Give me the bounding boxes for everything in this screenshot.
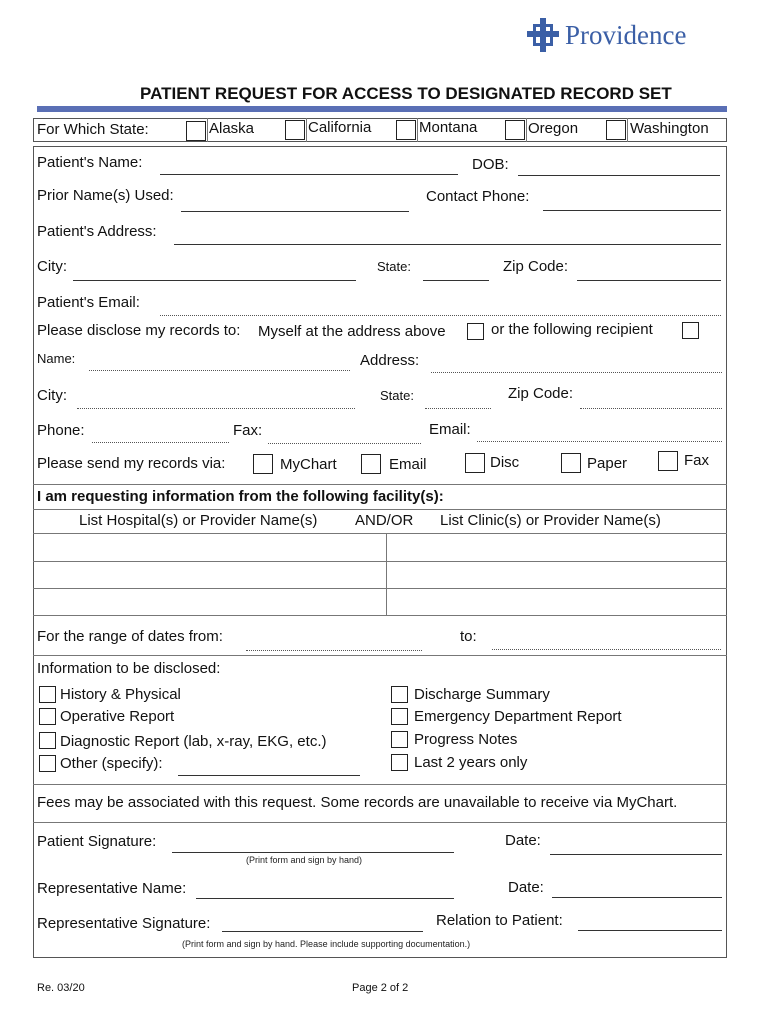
recipient-zip-field[interactable] <box>580 408 722 409</box>
dob-label: DOB: <box>472 156 509 173</box>
facility-cell-hospital-3[interactable] <box>34 589 385 614</box>
recipient-city-field[interactable] <box>77 408 355 409</box>
divider <box>33 822 727 823</box>
checkbox-discharge-summary[interactable] <box>391 686 408 703</box>
rep-signature-label: Representative Signature: <box>37 915 211 932</box>
patient-date-field[interactable] <box>550 854 722 855</box>
facility-col1-header: List Hospital(s) or Provider Name(s) <box>79 512 318 529</box>
divider <box>417 118 418 142</box>
title-accent-bar <box>37 106 727 112</box>
rep-print-note: (Print form and sign by hand. Please include supporting documentation.) <box>182 939 471 949</box>
checkbox-disc[interactable] <box>465 453 485 473</box>
info-last-2-years: Last 2 years only <box>414 754 528 771</box>
recipient-phone-label: Phone: <box>37 422 85 439</box>
option-oregon: Oregon <box>528 120 579 137</box>
prior-names-label: Prior Name(s) Used: <box>37 187 174 204</box>
date-from-field[interactable] <box>246 650 422 651</box>
option-washington: Washington <box>630 120 709 137</box>
facility-andor: AND/OR <box>355 512 414 529</box>
checkbox-alaska[interactable] <box>186 121 206 141</box>
zip-label: Zip Code: <box>503 258 569 275</box>
recipient-phone-field[interactable] <box>92 442 229 443</box>
patient-address-label: Patient's Address: <box>37 223 157 240</box>
disclose-myself-label: Myself at the address above <box>258 323 446 340</box>
patient-signature-label: Patient Signature: <box>37 833 157 850</box>
facility-col2-header: List Clinic(s) or Provider Name(s) <box>440 512 661 529</box>
recipient-email-label: Email: <box>429 421 471 438</box>
recipient-state-field[interactable] <box>425 408 491 409</box>
divider <box>33 784 727 785</box>
checkbox-email[interactable] <box>361 454 381 474</box>
option-email: Email <box>389 456 427 473</box>
facility-cell-clinic-3[interactable] <box>387 589 726 614</box>
checkbox-emergency-report[interactable] <box>391 708 408 725</box>
disclose-label: Please disclose my records to: <box>37 322 241 339</box>
divider <box>33 509 727 510</box>
checkbox-fax[interactable] <box>658 451 678 471</box>
facility-cell-hospital-2[interactable] <box>34 562 385 587</box>
city-field[interactable] <box>73 280 356 281</box>
option-california: California <box>308 119 372 136</box>
cross-logo-icon <box>527 18 559 52</box>
checkbox-following-recipient[interactable] <box>682 322 699 339</box>
recipient-city-label: City: <box>37 387 67 404</box>
checkbox-washington[interactable] <box>606 120 626 140</box>
info-operative-report: Operative Report <box>60 708 175 725</box>
state-field[interactable] <box>423 280 489 281</box>
rep-date-label: Date: <box>508 879 544 896</box>
checkbox-california[interactable] <box>285 120 305 140</box>
checkbox-paper[interactable] <box>561 453 581 473</box>
checkbox-diagnostic-report[interactable] <box>39 732 56 749</box>
patient-name-label: Patient's Name: <box>37 154 143 171</box>
recipient-address-field[interactable] <box>431 372 722 373</box>
patient-email-label: Patient's Email: <box>37 294 140 311</box>
rep-signature-field[interactable] <box>222 931 423 932</box>
print-note: (Print form and sign by hand) <box>246 855 363 865</box>
recipient-address-label: Address: <box>360 352 420 369</box>
relation-label: Relation to Patient: <box>436 912 563 929</box>
option-mychart: MyChart <box>280 456 337 473</box>
option-disc: Disc <box>490 454 520 471</box>
other-specify-field[interactable] <box>178 775 360 776</box>
facility-cell-clinic-1[interactable] <box>387 534 726 560</box>
relation-field[interactable] <box>578 930 722 931</box>
recipient-fax-label: Fax: <box>233 422 263 439</box>
state-field-label: State: <box>377 259 411 274</box>
checkbox-last-2-years[interactable] <box>391 754 408 771</box>
checkbox-mychart[interactable] <box>253 454 273 474</box>
logo-text: Providence <box>565 20 687 50</box>
disclose-following-label: or the following recipient <box>491 321 653 338</box>
divider <box>33 655 727 656</box>
patient-date-label: Date: <box>505 832 541 849</box>
prior-names-field[interactable] <box>181 211 409 212</box>
date-to-field[interactable] <box>492 649 721 650</box>
recipient-email-field[interactable] <box>477 441 722 442</box>
date-range-to-label: to: <box>460 628 477 645</box>
patient-address-field[interactable] <box>174 244 721 245</box>
facility-heading: I am requesting information from the following facility(s): <box>37 488 444 505</box>
recipient-state-label: State: <box>380 388 414 403</box>
info-history-physical: History & Physical <box>60 686 181 703</box>
checkbox-oregon[interactable] <box>505 120 525 140</box>
rep-name-field[interactable] <box>196 898 454 899</box>
info-discharge-summary: Discharge Summary <box>414 686 550 703</box>
checkbox-myself[interactable] <box>467 323 484 340</box>
rep-date-field[interactable] <box>552 897 722 898</box>
info-diagnostic-report: Diagnostic Report (lab, x-ray, EKG, etc.) <box>60 733 327 750</box>
option-fax: Fax <box>684 452 710 469</box>
facility-cell-clinic-2[interactable] <box>387 562 726 587</box>
info-other: Other (specify): <box>60 755 163 772</box>
recipient-name-field[interactable] <box>89 370 350 371</box>
checkbox-operative-report[interactable] <box>39 708 56 725</box>
divider <box>306 118 307 142</box>
option-alaska: Alaska <box>209 120 255 137</box>
page-number: Page 2 of 2 <box>352 982 409 994</box>
city-label: City: <box>37 258 67 275</box>
date-range-from-label: For the range of dates from: <box>37 628 223 645</box>
revision-label: Re. 03/20 <box>37 982 85 994</box>
option-paper: Paper <box>587 455 628 472</box>
state-label: For Which State: <box>37 121 149 138</box>
divider <box>33 484 727 485</box>
patient-signature-field[interactable] <box>172 852 454 853</box>
patient-name-field[interactable] <box>160 174 458 175</box>
fees-notice: Fees may be associated with this request. Some records are unavailable to receive via MyChart. <box>37 794 678 811</box>
page-title: PATIENT REQUEST FOR ACCESS TO DESIGNATED RECORD SET <box>140 84 672 103</box>
recipient-zip-label: Zip Code: <box>508 385 574 402</box>
send-via-label: Please send my records via: <box>37 455 226 472</box>
checkbox-montana[interactable] <box>396 120 416 140</box>
rep-name-label: Representative Name: <box>37 880 187 897</box>
info-emergency-report: Emergency Department Report <box>414 708 622 725</box>
option-montana: Montana <box>419 119 478 136</box>
patient-email-field[interactable] <box>160 315 721 316</box>
checkbox-progress-notes[interactable] <box>391 731 408 748</box>
table-row-border <box>33 615 727 616</box>
divider <box>526 118 527 142</box>
dob-field[interactable] <box>518 175 720 176</box>
recipient-fax-field[interactable] <box>268 443 421 444</box>
contact-phone-label: Contact Phone: <box>426 188 530 205</box>
info-progress-notes: Progress Notes <box>414 731 518 748</box>
facility-cell-hospital-1[interactable] <box>34 534 385 560</box>
divider <box>207 118 208 142</box>
info-disclosed-label: Information to be disclosed: <box>37 660 221 677</box>
contact-phone-field[interactable] <box>543 210 721 211</box>
divider <box>627 118 628 142</box>
zip-field[interactable] <box>577 280 721 281</box>
checkbox-other[interactable] <box>39 755 56 772</box>
providence-logo <box>527 18 697 54</box>
checkbox-history-physical[interactable] <box>39 686 56 703</box>
recipient-name-label: Name: <box>37 351 76 366</box>
